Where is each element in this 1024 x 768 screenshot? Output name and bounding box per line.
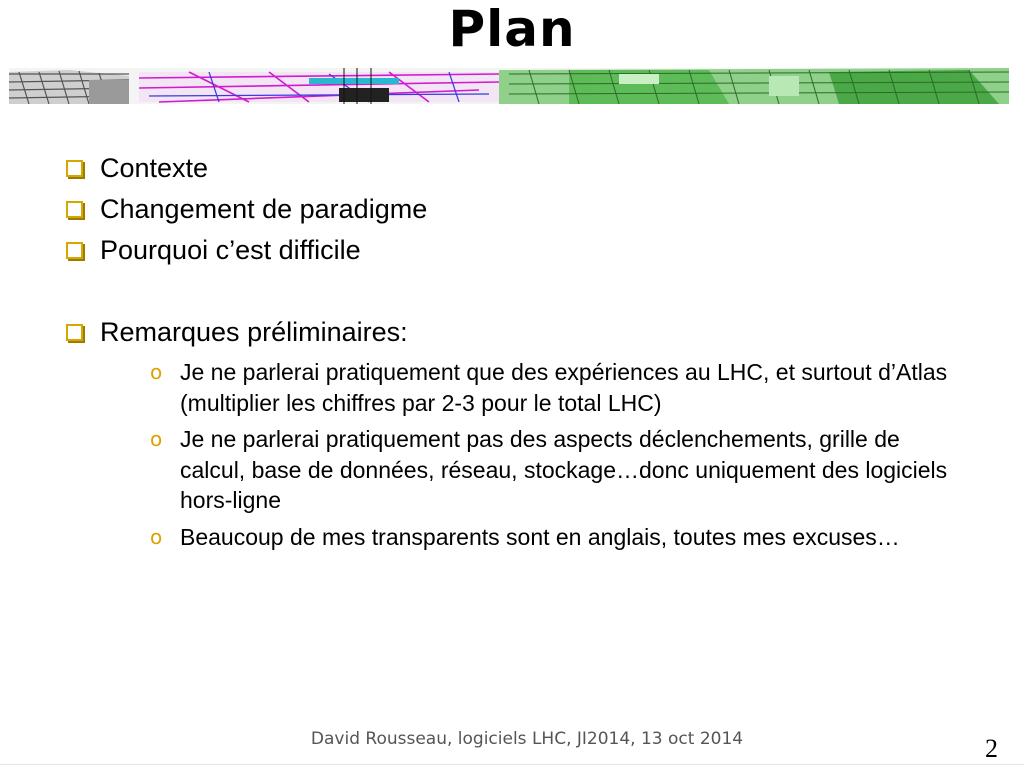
- slide-title: Plan: [448, 0, 576, 58]
- sub-bullet-item: [145, 357, 964, 418]
- page-number: 2: [985, 734, 998, 763]
- sub-bullet-text: Beaucoup de mes transparents sont en anglais, toutes mes excuses…: [180, 523, 900, 550]
- checkbox-bullet-icon: [66, 160, 83, 177]
- bullet-text: Remarques préliminaires:: [100, 317, 408, 347]
- bullet-text: Contexte: [100, 153, 209, 183]
- bullet-list: [64, 148, 964, 552]
- sub-bullet-text: Je ne parlerai pratiquement pas des aspects déclenchements, grille de calcul, base de données, réseau, stockage…donc uniquement des logiciels hors-ligne: [180, 426, 948, 513]
- slide-footer: David Rousseau, logiciels LHC, JI2014, 13 oct 2014: [310, 729, 744, 749]
- checkbox-bullet-icon: [66, 324, 83, 341]
- sub-bullet-item: [145, 424, 964, 516]
- slide-body: [64, 148, 964, 558]
- sub-bullet-text: Je ne parlerai pratiquement que des expériences au LHC, et surtout d’Atlas (multiplier les chiffres par 2-3 pour le total LHC): [180, 359, 948, 416]
- checkbox-bullet-icon: [66, 201, 83, 218]
- sub-bullet-item: [145, 522, 964, 553]
- circle-o-bullet-icon: o: [150, 360, 163, 384]
- bullet-item: [64, 230, 964, 271]
- checkbox-bullet-icon: [66, 242, 83, 259]
- bullet-item: [64, 312, 964, 552]
- detector-banner-image: [9, 68, 1009, 104]
- bullet-item: [64, 148, 964, 189]
- circle-o-bullet-icon: o: [150, 524, 163, 549]
- bottom-divider: [0, 764, 1024, 765]
- bullet-text: Pourquoi c’est difficile: [100, 235, 361, 265]
- bullet-text: Changement de paradigme: [100, 194, 428, 224]
- circle-o-bullet-icon: o: [150, 427, 163, 451]
- sub-bullet-list: [100, 357, 964, 552]
- bullet-item: [64, 189, 964, 230]
